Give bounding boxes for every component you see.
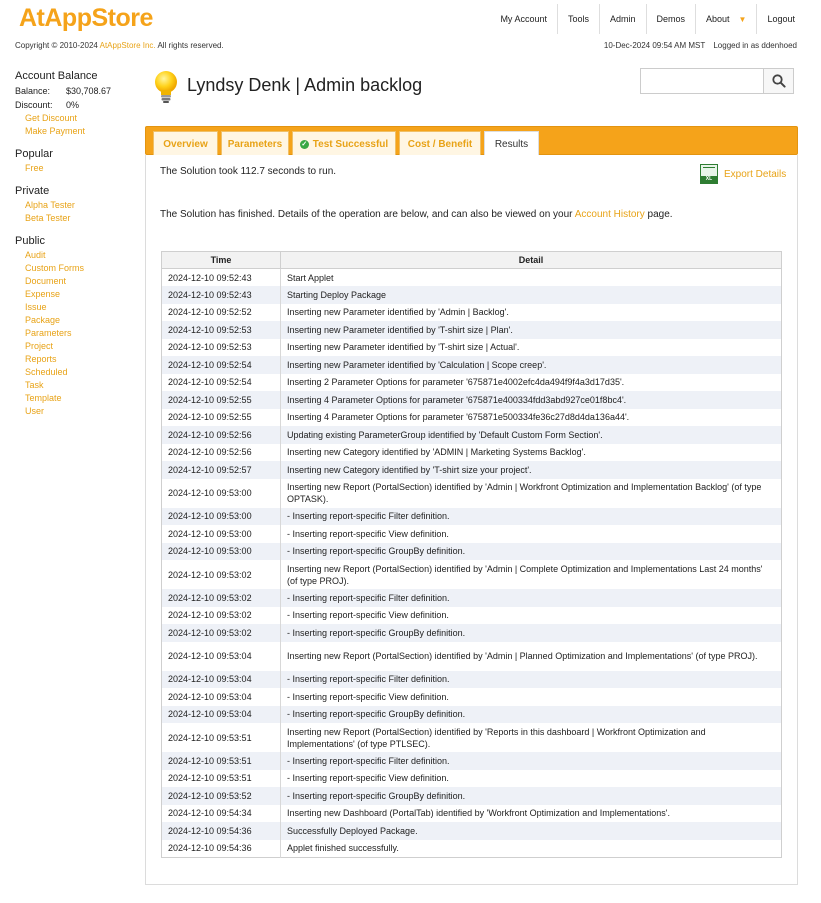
log-detail-cell: - Inserting report-specific GroupBy definition. [281,787,782,805]
results-log-table [161,251,782,858]
sidebar-account-title: Account Balance [15,70,98,82]
log-detail-cell: - Inserting report-specific GroupBy definition. [281,543,782,561]
sidebar-link-scheduled[interactable]: Scheduled [25,367,68,377]
log-detail-cell: Applet finished successfully. [281,840,782,858]
table-row [162,321,782,339]
table-row [162,840,782,858]
table-row [162,339,782,357]
table-row [162,770,782,788]
check-circle-icon: ✓ [301,140,308,148]
log-detail-cell: - Inserting report-specific View definition. [281,525,782,543]
log-time-cell: 2024-12-10 09:52:55 [162,391,281,409]
log-detail-cell: Inserting new Report (PortalSection) identified by 'Reports in this dashboard | Workfront Optimization and Implementations' (of type PTLSEC). [281,723,782,752]
table-row [162,461,782,479]
column-header-time: Time [162,252,281,269]
log-detail-cell: - Inserting report-specific Filter definition. [281,508,782,526]
balance-label: Balance: [15,86,51,96]
balance-value: $30,708.67 [66,86,112,96]
log-time-cell: 2024-12-10 09:53:02 [162,560,281,589]
table-row [162,723,782,752]
table-row [162,409,782,427]
log-detail-cell: Inserting new Parameter identified by 'T-shirt size | Plan'. [281,321,782,339]
nav-about[interactable] [695,4,756,34]
sidebar-link-parameters[interactable]: Parameters [25,328,72,338]
tab-test-successful[interactable] [292,131,396,156]
table-row [162,671,782,689]
sidebar-private-section [15,185,140,225]
log-detail-cell: - Inserting report-specific GroupBy definition. [281,706,782,724]
table-row [162,752,782,770]
log-detail-cell: - Inserting report-specific Filter definition. [281,671,782,689]
site-logo[interactable]: AtAppStore [19,4,153,32]
log-detail-cell: Inserting 2 Parameter Options for parameter '675871e4002efc4da494f9f4a3d17d35'. [281,374,782,392]
log-detail-cell: - Inserting report-specific View definition. [281,770,782,788]
current-datetime: 10-Dec-2024 09:54 AM MST [603,41,706,50]
table-row [162,822,782,840]
log-time-cell: 2024-12-10 09:53:02 [162,589,281,607]
log-detail-cell: Inserting new Dashboard (PortalTab) identified by 'Workfront Optimization and Implementations'. [281,805,782,823]
sidebar-link-alpha-tester[interactable]: Alpha Tester [25,200,75,210]
excel-icon [700,164,718,184]
log-detail-cell: - Inserting report-specific Filter definition. [281,589,782,607]
log-time-cell: 2024-12-10 09:53:00 [162,543,281,561]
log-time-cell: 2024-12-10 09:52:53 [162,339,281,357]
page-title: Lyndsy Denk | Admin backlog [187,75,423,95]
log-detail-cell: Inserting new Parameter identified by 'Admin | Backlog'. [281,304,782,322]
sidebar-link-custom-forms[interactable]: Custom Forms [25,263,85,273]
log-time-cell: 2024-12-10 09:53:04 [162,706,281,724]
sidebar-link-make-payment[interactable]: Make Payment [25,126,86,136]
tab-overview[interactable]: Overview [153,131,218,156]
table-row [162,642,782,671]
finished-suffix: page. [647,209,673,220]
table-row [162,356,782,374]
table-row [162,525,782,543]
log-time-cell: 2024-12-10 09:54:36 [162,822,281,840]
top-navigation [490,4,805,34]
log-time-cell: 2024-12-10 09:52:43 [162,269,281,287]
table-row [162,286,782,304]
nav-admin[interactable]: Admin [599,4,646,34]
log-time-cell: 2024-12-10 09:53:02 [162,607,281,625]
log-time-cell: 2024-12-10 09:53:52 [162,787,281,805]
caret-down-icon: ▼ [738,14,747,24]
copyright-company-link[interactable]: AtAppStore Inc. [99,41,156,50]
log-time-cell: 2024-12-10 09:53:02 [162,624,281,642]
log-detail-cell: Inserting 4 Parameter Options for parameter '675871e500334fe36c27d8d4da136a44'. [281,409,782,427]
table-row [162,426,782,444]
log-time-cell: 2024-12-10 09:52:53 [162,321,281,339]
nav-about-label: About [706,14,730,24]
log-time-cell: 2024-12-10 09:52:52 [162,304,281,322]
sidebar-link-reports[interactable]: Reports [25,354,57,364]
search-button[interactable] [764,68,794,94]
log-detail-cell: Successfully Deployed Package. [281,822,782,840]
sidebar-link-document[interactable]: Document [25,276,67,286]
sidebar-account-section [15,70,140,138]
tab-results[interactable]: Results [484,131,539,156]
discount-row [15,98,140,112]
log-time-cell: 2024-12-10 09:52:54 [162,356,281,374]
balance-row [15,84,140,98]
table-row [162,374,782,392]
log-time-cell: 2024-12-10 09:53:04 [162,688,281,706]
sidebar-public-section [15,235,140,418]
finished-message [160,209,673,220]
table-row [162,589,782,607]
log-time-cell: 2024-12-10 09:53:04 [162,671,281,689]
table-row [162,391,782,409]
log-time-cell: 2024-12-10 09:53:51 [162,752,281,770]
account-history-link[interactable]: Account History [574,209,645,220]
tab-cost-benefit[interactable]: Cost / Benefit [399,131,481,156]
nav-tools[interactable]: Tools [557,4,599,34]
log-detail-cell: Inserting new Parameter identified by 'T-shirt size | Actual'. [281,339,782,357]
discount-value: 0% [66,100,80,110]
log-time-cell: 2024-12-10 09:53:00 [162,479,281,508]
nav-my-account[interactable]: My Account [500,14,547,24]
search-input[interactable] [640,68,764,94]
discount-label: Discount: [15,100,53,110]
sidebar-link-get-discount[interactable]: Get Discount [25,113,78,123]
log-detail-cell: Inserting new Report (PortalSection) identified by 'Admin | Planned Optimization and Implementations' (of type PROJ). [281,642,782,671]
sidebar-link-beta-tester[interactable]: Beta Tester [25,213,71,223]
log-detail-cell: Inserting 4 Parameter Options for parameter '675871e400334fdd3abd927ce01f8bc4'. [281,391,782,409]
table-row [162,444,782,462]
table-row [162,787,782,805]
sidebar-link-audit[interactable]: Audit [25,250,46,260]
sidebar-link-template[interactable]: Template [25,393,62,403]
table-row [162,304,782,322]
sidebar [15,70,140,418]
copyright-suffix: All rights reserved. [157,41,224,50]
sidebar-link-expense[interactable]: Expense [25,289,61,299]
table-row [162,479,782,508]
copyright-prefix: Copyright © 2010-2024 [15,41,98,50]
nav-demos[interactable]: Demos [646,4,696,34]
log-time-cell: 2024-12-10 09:52:56 [162,426,281,444]
export-details-label: Export Details [724,168,787,180]
sidebar-public-title: Public [15,235,45,247]
log-time-cell: 2024-12-10 09:52:55 [162,409,281,427]
log-time-cell: 2024-12-10 09:53:00 [162,508,281,526]
logged-in-user: Logged in as ddenhoed [713,41,797,50]
log-time-cell: 2024-12-10 09:54:36 [162,840,281,858]
log-detail-cell: Starting Deploy Package [281,286,782,304]
sidebar-link-free[interactable]: Free [25,163,44,173]
table-row [162,706,782,724]
sidebar-popular-title: Popular [15,148,53,160]
export-details-button[interactable] [700,164,786,184]
finished-prefix: The Solution has finished. Details of the operation are below, and can also be viewed on your [160,209,573,220]
lightbulb-icon [152,70,180,104]
sidebar-link-package[interactable]: Package [25,315,61,325]
log-detail-cell: - Inserting report-specific GroupBy definition. [281,624,782,642]
sidebar-link-task[interactable]: Task [25,380,44,390]
log-time-cell: 2024-12-10 09:52:57 [162,461,281,479]
log-detail-cell: Inserting new Report (PortalSection) identified by 'Admin | Workfront Optimization and Implementation Backlog' (of type OPTASK). [281,479,782,508]
sidebar-link-issue[interactable]: Issue [25,302,47,312]
session-info [598,41,797,50]
log-detail-cell: Inserting new Parameter identified by 'Calculation | Scope creep'. [281,356,782,374]
log-time-cell: 2024-12-10 09:53:51 [162,723,281,752]
log-detail-cell: Inserting new Report (PortalSection) identified by 'Admin | Complete Optimization and Implementations Last 24 months' (of type PROJ). [281,560,782,589]
log-detail-cell: Updating existing ParameterGroup identified by 'Default Custom Form Section'. [281,426,782,444]
tab-bar [145,126,798,155]
nav-logout[interactable]: Logout [756,4,805,34]
log-detail-cell: - Inserting report-specific Filter definition. [281,752,782,770]
tab-parameters[interactable]: Parameters [221,131,289,156]
log-time-cell: 2024-12-10 09:53:51 [162,770,281,788]
search-icon [772,74,786,88]
log-detail-cell: - Inserting report-specific View definition. [281,607,782,625]
log-time-cell: 2024-12-10 09:54:34 [162,805,281,823]
table-row [162,688,782,706]
table-row [162,805,782,823]
search-box [640,68,794,94]
sidebar-popular-section [15,148,140,175]
log-detail-cell: Start Applet [281,269,782,287]
table-row [162,269,782,287]
table-row [162,624,782,642]
runtime-text: The Solution took 112.7 seconds to run. [160,166,337,177]
log-detail-cell: Inserting new Category identified by 'ADMIN | Marketing Systems Backlog'. [281,444,782,462]
log-time-cell: 2024-12-10 09:52:56 [162,444,281,462]
table-row [162,607,782,625]
tab-test-successful-label: Test Successful [312,138,389,150]
log-time-cell: 2024-12-10 09:52:43 [162,286,281,304]
log-detail-cell: Inserting new Category identified by 'T-shirt size your project'. [281,461,782,479]
table-row [162,508,782,526]
sidebar-link-user[interactable]: User [25,406,45,416]
copyright [15,41,224,50]
log-time-cell: 2024-12-10 09:53:04 [162,642,281,671]
column-header-detail: Detail [281,252,782,269]
log-time-cell: 2024-12-10 09:52:54 [162,374,281,392]
log-detail-cell: - Inserting report-specific View definition. [281,688,782,706]
log-body [162,269,782,858]
sidebar-private-title: Private [15,185,50,197]
table-row [162,560,782,589]
log-time-cell: 2024-12-10 09:53:00 [162,525,281,543]
table-row [162,543,782,561]
sidebar-link-project[interactable]: Project [25,341,54,351]
